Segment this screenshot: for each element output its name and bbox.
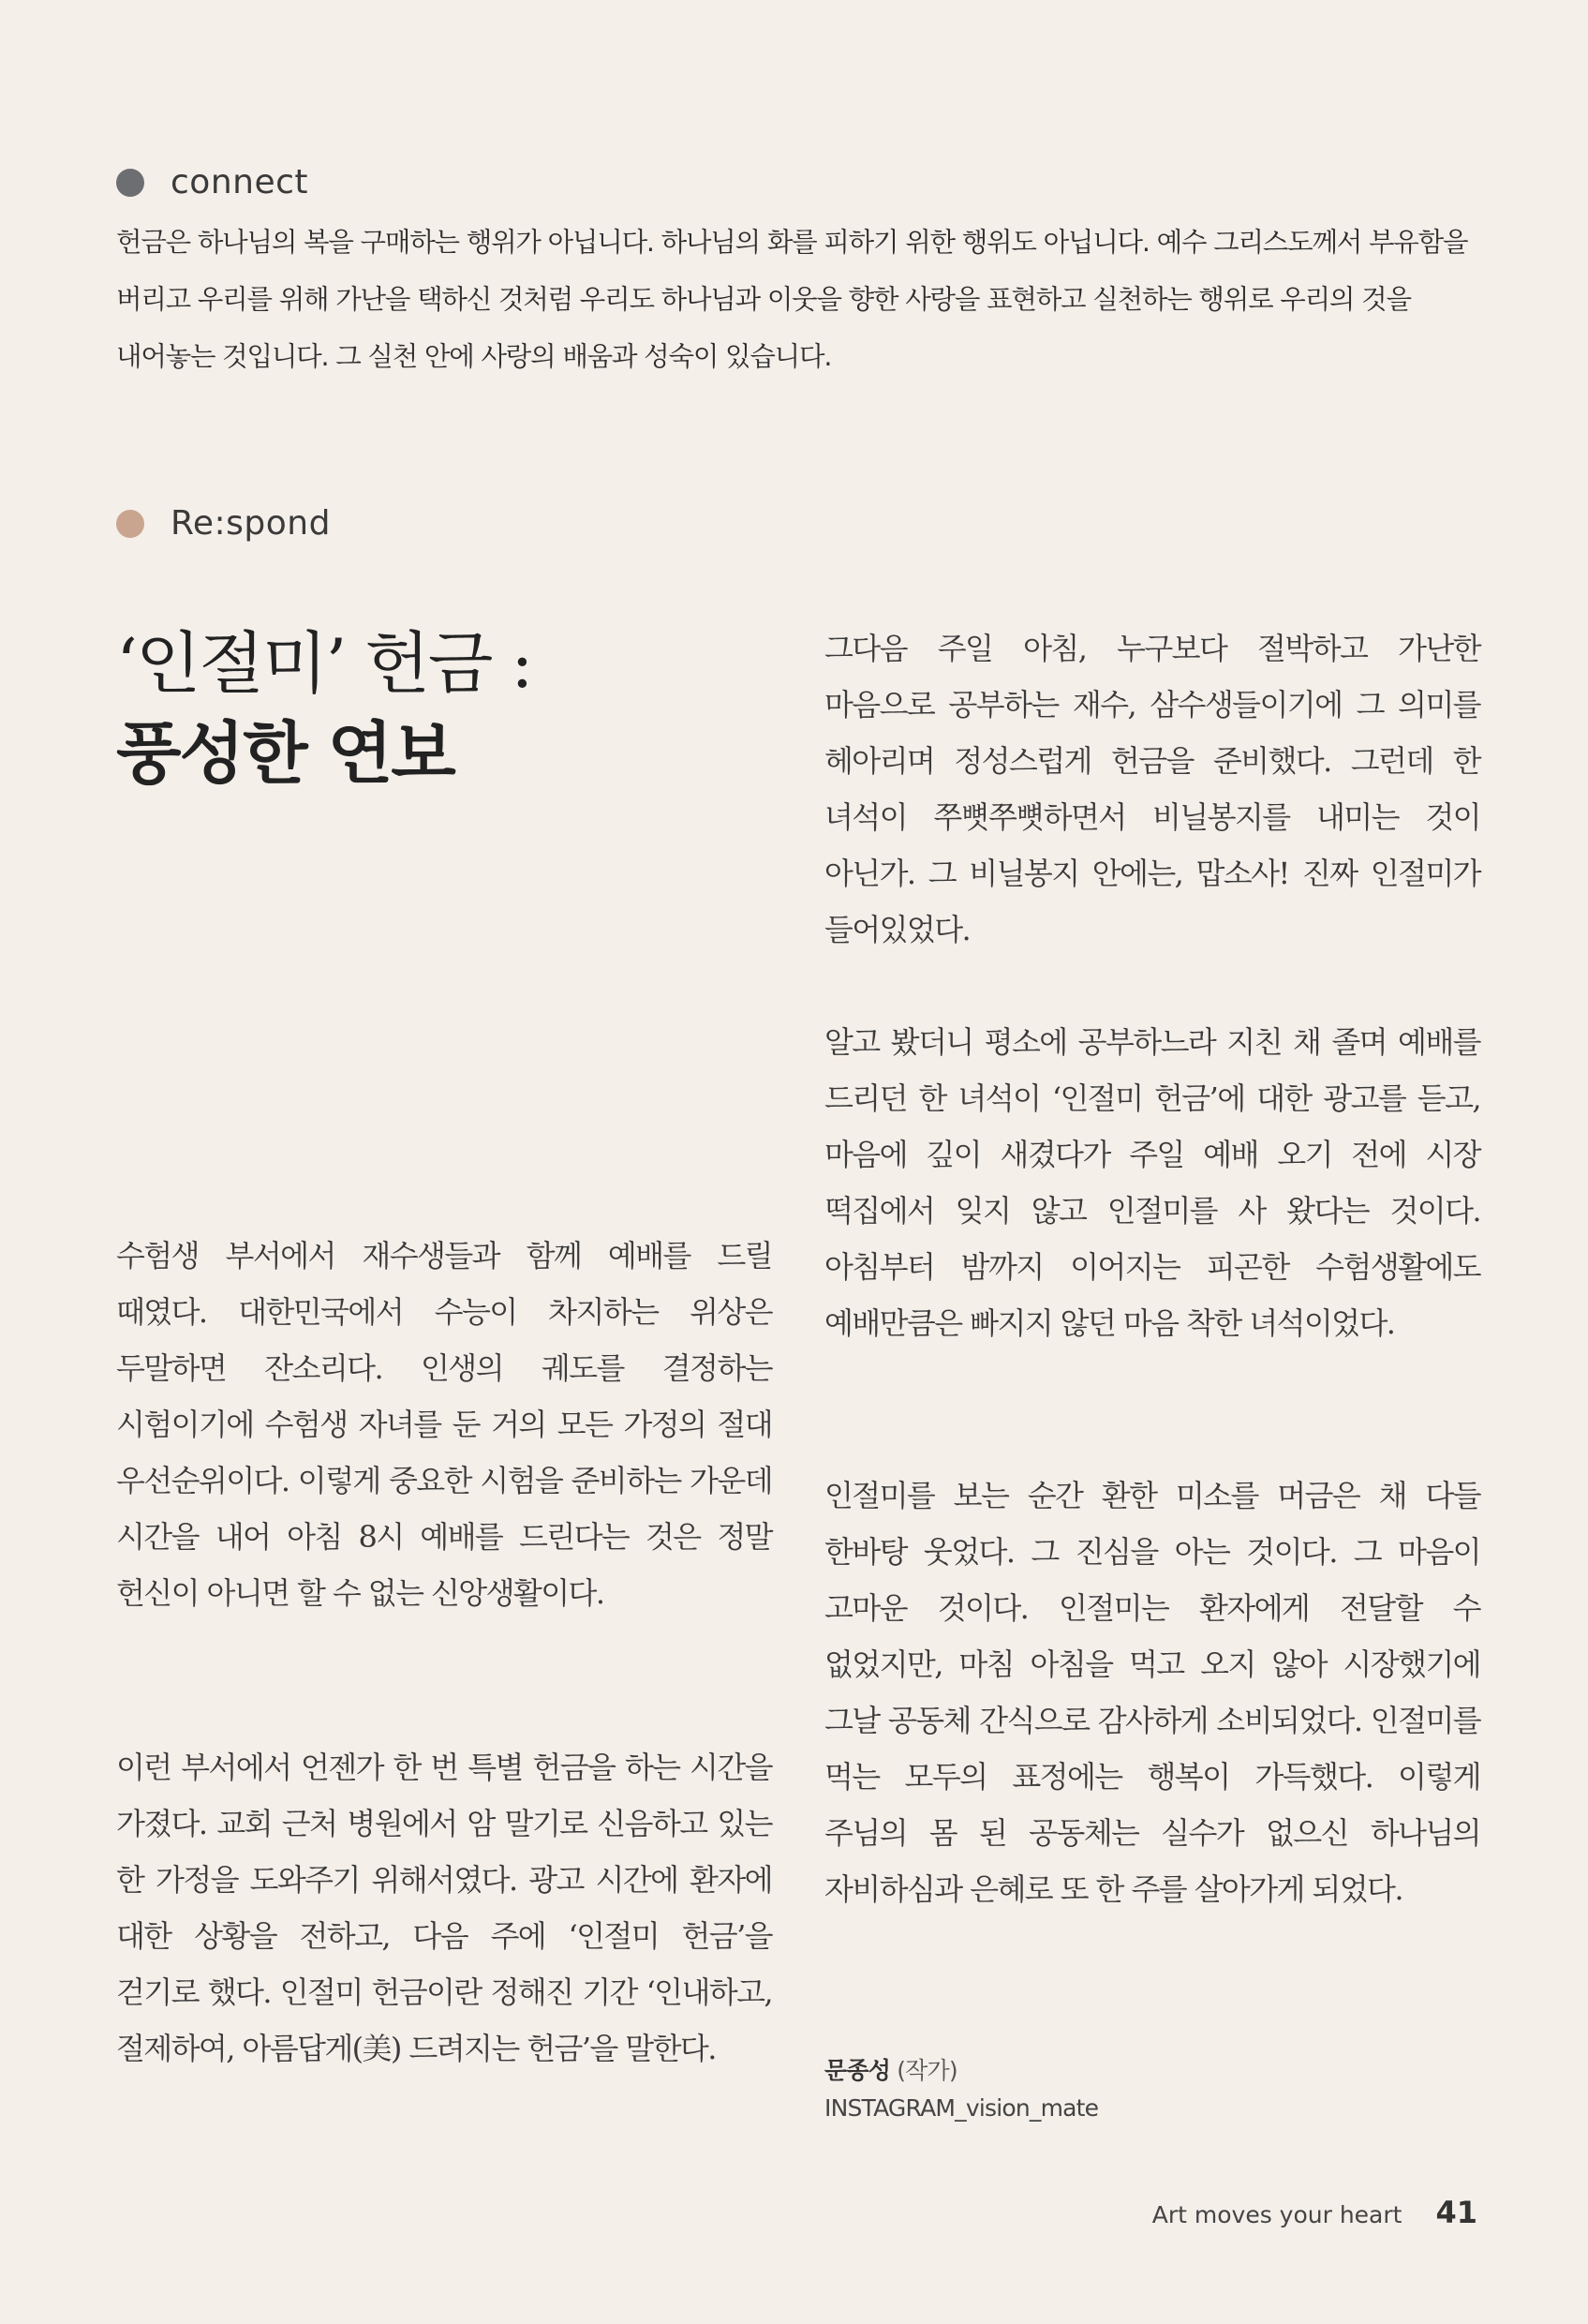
author-credit [824,2052,1098,2127]
footer-tagline: Art moves your heart [1151,2201,1402,2228]
connect-body-text: 헌금은 하나님의 복을 구매하는 행위가 아닙니다. 하나님의 화를 피하기 위한 행위도 아닙니다. 예수 그리스도께서 부유함을 버리고 우리를 위해 가난을 택하신 것처럼 우리도 하나님과 이웃을 향한 사랑을 표현하고 실천하는 행위로 우리의 것을 내어놓는 것입니다. 그 실천 안에 사랑의 배움과 성숙이 있습니다. [116,227,1468,372]
connect-label: connect [171,163,309,201]
article-title-line2: 풍성한 연보 [116,713,454,793]
connect-section-header [116,163,308,201]
article-title-line1: ‘인절미’ 헌금 : [116,624,532,703]
article-title [116,618,791,798]
author-role: (작가) [897,2057,957,2084]
bullet-dot-icon [116,510,144,538]
respond-label: Re:spond [171,504,331,543]
page-footer [1152,2195,1477,2230]
body-paragraph: 그다음 주일 아침, 누구보다 절박하고 가난한 마음으로 공부하는 재수, 삼수생들이기에 그 의미를 헤아리며 정성스럽게 헌금을 준비했다. 그런데 한 녀석이 쭈뼛쭈뼛하면서 비닐봉지를 내미는 것이 아닌가. 그 비닐봉지 안에는, 맙소사! 진짜 인절미가 들어있었다. [824,631,1480,947]
body-paragraph: 알고 봤더니 평소에 공부하느라 지친 채 졸며 예배를 드리던 한 녀석이 ‘인절미 헌금’에 대한 광고를 듣고, 마음에 깊이 새겼다가 주일 예배 오기 전에 시장 떡집에서 잊지 않고 인절미를 사 왔다는 것이다. 아침부터 밤까지 이어지는 피곤한 수험생활에도 예배만큼은 빠지지 않던 마음 착한 녀석이었다. [824,1024,1480,1341]
author-name: 문종성 [824,2057,891,2084]
body-paragraph: 수험생 부서에서 재수생들과 함께 예배를 드릴 때였다. 대한민국에서 수능이 차지하는 위상은 두말하면 잔소리다. 인생의 궤도를 결정하는 시험이기에 수험생 자녀를 둔 거의 모든 가정의 절대 우선순위이다. 이렇게 중요한 시험을 준비하는 가운데 시간을 내어 아침 8시 예배를 드린다는 것은 정말 헌신이 아니면 할 수 없는 신앙생활이다. [116,1238,772,1611]
body-paragraph: 이런 부서에서 언젠가 한 번 특별 헌금을 하는 시간을 가졌다. 교회 근처 병원에서 암 말기로 신음하고 있는 한 가정을 도와주기 위해서였다. 광고 시간에 환자에 대한 상황을 전하고, 다음 주에 ‘인절미 헌금’을 걷기로 했다. 인절미 헌금이란 정해진 기간 ‘인내하고, 절제하여, 아름답게(美) 드려지는 헌금’을 말한다. [116,1750,772,2066]
respond-section-header [116,504,331,543]
author-handle: INSTAGRAM_vision_mate [824,2094,1099,2122]
page-number: 41 [1435,2195,1477,2230]
body-paragraph: 인절미를 보는 순간 환한 미소를 머금은 채 다들 한바탕 웃었다. 그 진심을 아는 것이다. 그 마음이 고마운 것이다. 인절미는 환자에게 전달할 수 없었지만, 마침 아침을 먹고 오지 않아 시장했기에 그날 공동체 간식으로 감사하게 소비되었다. 인절미를 먹는 모두의 표정에는 행복이 가득했다. 이렇게 주님의 몸 된 공동체는 실수가 없으신 하나님의 자비하심과 은혜로 또 한 주를 살아가게 되었다. [824,1478,1480,1907]
bullet-dot-icon [116,169,144,197]
